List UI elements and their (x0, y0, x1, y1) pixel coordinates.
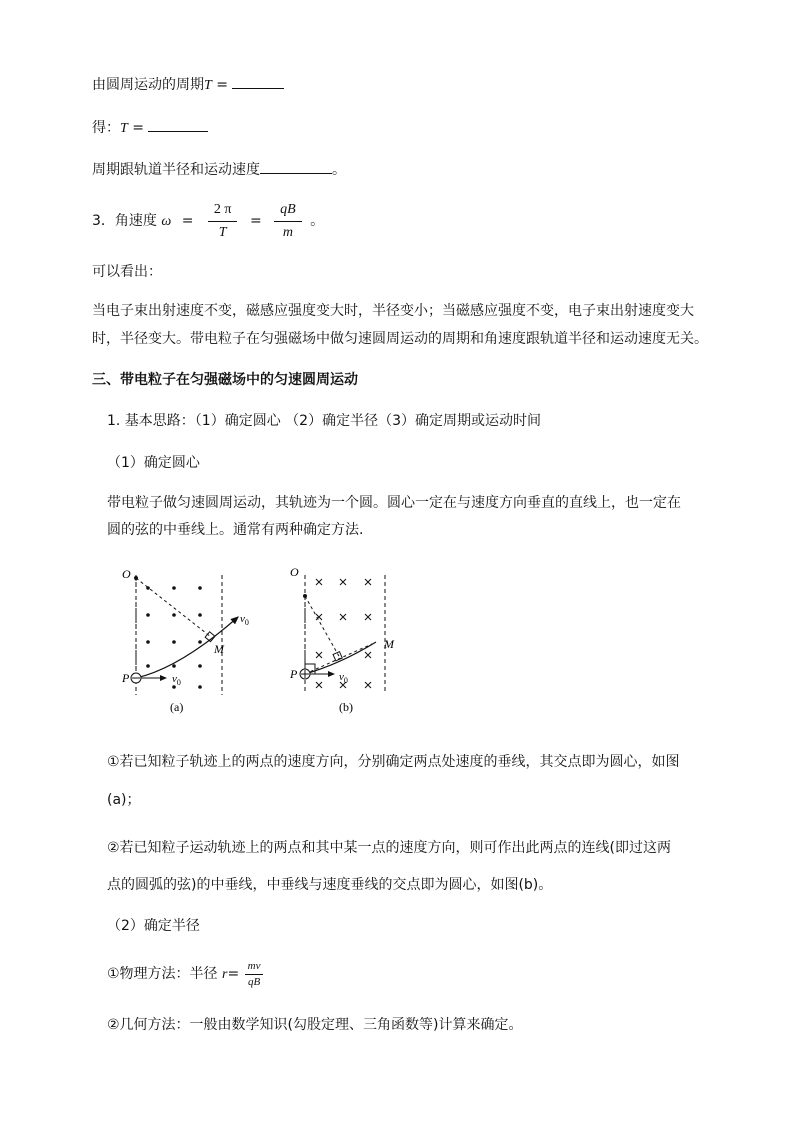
period-line-2-eq: = (127, 120, 149, 136)
label-P: P (290, 667, 298, 681)
physics-method-line (107, 956, 264, 992)
fraction-qB-over-m (274, 201, 302, 242)
fraction-numerator: qB (274, 201, 302, 222)
fraction-denominator: m (282, 224, 293, 240)
period-blank-3[interactable] (260, 159, 332, 174)
period-var-T-2: T (120, 121, 128, 136)
label-O: O (122, 567, 131, 581)
observe-paragraph-line-2: 时，半径变大。带电粒子在匀强磁场中做匀速圆周运动的周期和角速度跟轨道半径和运动速度无关。 (92, 331, 708, 347)
period-line-3-text: 周期跟轨道半径和运动速度 (92, 162, 260, 178)
physics-eq: = (227, 966, 240, 982)
label-v0-M: $v_0$ (240, 613, 249, 627)
figure-diagrams (110, 560, 400, 720)
fraction-mv-over-qB (245, 960, 264, 989)
period-line-3 (92, 159, 346, 180)
angular-end: 。 (310, 213, 325, 229)
figure-b (289, 565, 395, 714)
sub-heading-radius: （2）确定半径 (107, 918, 200, 934)
period-line-2 (92, 117, 208, 139)
label-v0-P: $v_0$ (339, 671, 348, 685)
period-var-T: T (204, 78, 212, 93)
fraction-2pi-over-T (208, 201, 238, 242)
caption-a: (a) (170, 700, 184, 714)
fraction-numerator: 2 π (208, 201, 238, 222)
period-blank-2[interactable] (148, 117, 208, 132)
label-P: P (122, 671, 130, 685)
period-line-2-prefix: 得： (92, 120, 120, 136)
observe-paragraph-line-1: 当电子束出射速度不变，磁感应强度变大时，半径变小；当磁感应强度不变，电子束出射速度变大 (92, 303, 694, 319)
omega-symbol: ω (161, 214, 172, 229)
method-2-line-2: 点的圆弧的弦)的中垂线，中垂线与速度垂线的交点即为圆心，如图(b)。 (107, 877, 553, 893)
fraction-numerator: mv (245, 960, 264, 975)
equals-1: = (181, 213, 194, 229)
period-line-1-eq: = (211, 77, 233, 93)
caption-b: (b) (339, 700, 353, 714)
center-paragraph-line-2: 圆的弦的中垂线上。通常有两种确定方法. (107, 522, 364, 538)
observe-title: 可以看出： (92, 264, 162, 280)
equals-2: = (249, 213, 262, 229)
basic-idea: 1. 基本思路：（1）确定圆心 （2）确定半径（3）确定周期或运动时间 (107, 413, 541, 429)
section-heading: 三、带电粒子在匀强磁场中的匀速圆周运动 (92, 372, 358, 388)
fraction-denominator: T (218, 224, 227, 240)
label-O: O (290, 565, 299, 579)
figure-a (121, 567, 249, 714)
method-2-line-1: ②若已知粒子运动轨迹上的两点和其中某一点的速度方向，则可作出此两点的连线(即过这两 (107, 840, 672, 856)
period-line-1-prefix: 由圆周运动的周期 (92, 77, 204, 93)
center-paragraph-line-1: 带电粒子做匀速圆周运动，其轨迹为一个圆。圆心一定在与速度方向垂直的直线上，也一定在 (107, 495, 681, 511)
period-blank-1[interactable] (232, 74, 284, 89)
period-line-3-end: 。 (332, 162, 346, 178)
method-1-line-2: (a)； (107, 792, 141, 808)
physics-method-prefix: ①物理方法：半径 (107, 966, 218, 982)
method-1-line-1: ①若已知粒子轨迹上的两点的速度方向，分别确定两点处速度的垂线，其交点即为圆心，如图 (107, 754, 680, 770)
period-line-1 (92, 74, 284, 96)
perpendicular-bisector (305, 596, 340, 658)
label-v0-P: $v_0$ (172, 673, 181, 687)
label-M: M (384, 637, 394, 651)
geometry-method-line: ②几何方法：一般由数学知识(勾股定理、三角函数等)计算来确定。 (107, 1017, 523, 1033)
angular-velocity-line (92, 199, 324, 243)
right-angle-mark (333, 652, 342, 661)
radius-var-r: r (222, 967, 228, 982)
fraction-denominator: qB (247, 975, 261, 988)
sub-heading-center: （1）确定圆心 (107, 455, 200, 471)
label-M: M (214, 642, 224, 656)
angular-prefix: 3．角速度 (92, 213, 157, 229)
